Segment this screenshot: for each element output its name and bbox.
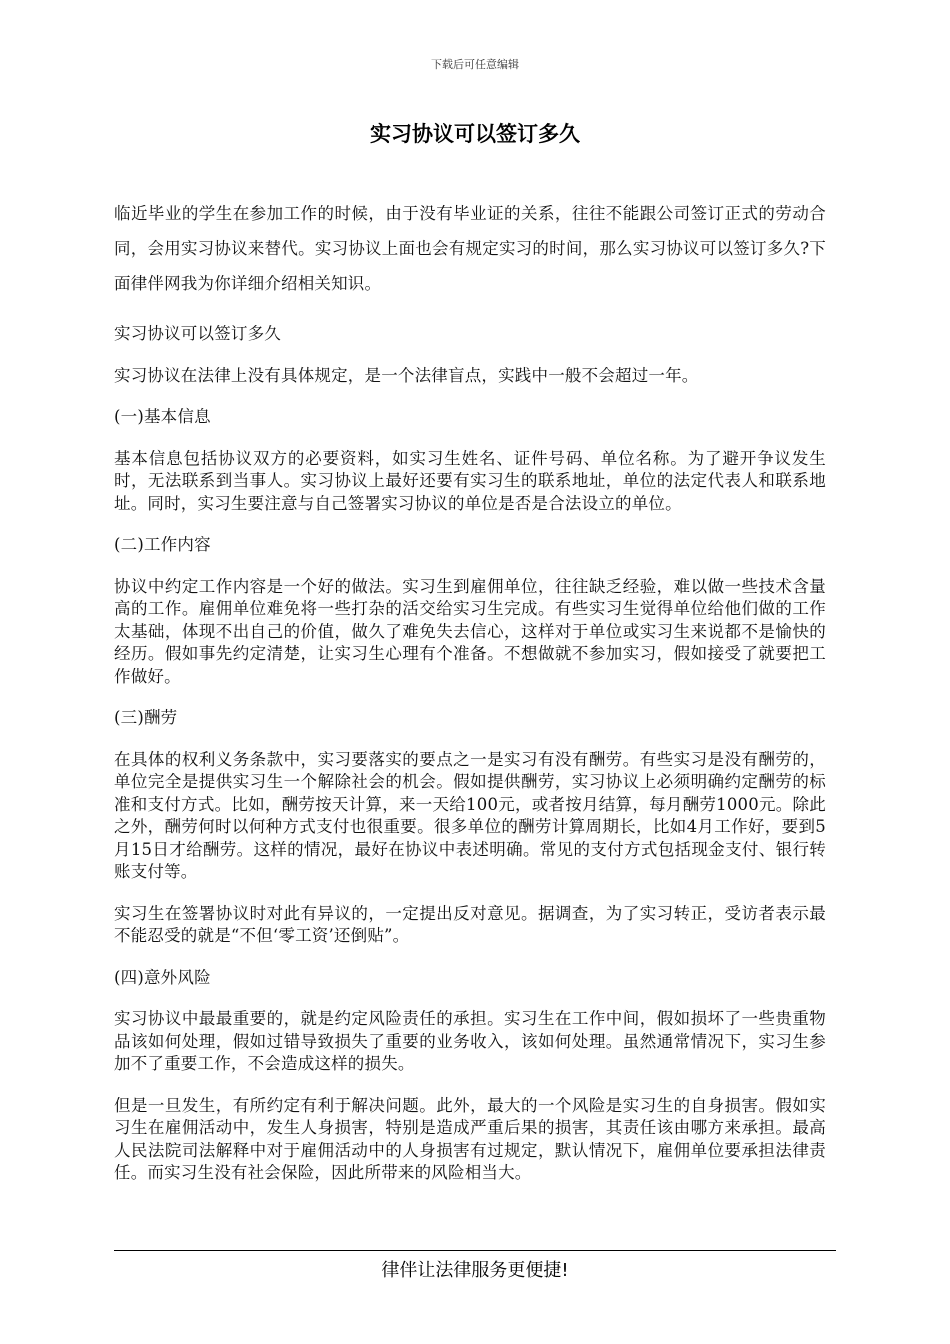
document-body bbox=[114, 196, 826, 1185]
heading-work-content: (二)工作内容 bbox=[114, 535, 211, 554]
paragraph-4: 在具体的权利义务条款中，实习要落实的要点之一是实习有没有酬劳。有些实习是没有酬劳的，单位完全是提供实习生一个解除社会的机会。假如提供酬劳，实习协议上必须明确约定酬劳的标准和支付方式。比如，酬劳按天计算，来一天给100元，或者按月结算，每月酬劳1000元。除此之外，酬劳何时以何种方式支付也很重要。很多单位的酬劳计算周期长，比如4月工作好，要到5月15日才给酬劳。这样的情况，最好在协议中表述明确。常见的支付方式包括现金支付、银行转账支付等。 bbox=[114, 749, 826, 881]
heading-accident-risk: (四)意外风险 bbox=[114, 967, 211, 987]
paragraph-7: 但是一旦发生，有所约定有利于解决问题。此外，最大的一个风险是实习生的自身损害。假如实习生在雇佣活动中，发生人身损害，特别是造成严重后果的损害，其责任该由哪方来承担。最高人民法院司法解释中对于雇佣活动中的人身损害有过规定，默认情况下，雇佣单位要承担法律责任。而实习生没有社会保险，因此所带来的风险相当大。 bbox=[114, 1095, 826, 1182]
header-note: 下载后可任意编辑 bbox=[431, 58, 519, 71]
heading-pay: (三)酬劳 bbox=[114, 708, 178, 727]
footer-divider bbox=[114, 1250, 836, 1251]
paragraph-1: 实习协议在法律上没有具体规定，是一个法律盲点，实践中一般不会超过一年。 bbox=[114, 365, 699, 385]
paragraph-6: 实习协议中最最重要的，就是约定风险责任的承担。实习生在工作中间，假如损坏了一些贵重物品该如何处理，假如过错导致损失了重要的业务收入，该如何处理。虽然通常情况下，实习生参加不了重要工作，不会造成这样的损失。 bbox=[114, 1009, 826, 1073]
intro-paragraph: 临近毕业的学生在参加工作的时候，由于没有毕业证的关系，往往不能跟公司签订正式的劳动合同，会用实习协议来替代。实习协议上面也会有规定实习的时间，那么实习协议可以签订多久?下面律伴网我为你详细介绍相关知识。 bbox=[114, 204, 826, 293]
heading-basic-info: (一)基本信息 bbox=[114, 407, 211, 426]
footer-slogan: 律伴让法律服务更便捷! bbox=[381, 1260, 569, 1281]
paragraph-3: 协议中约定工作内容是一个好的做法。实习生到雇佣单位，往往缺乏经验，难以做一些技术含量高的工作。雇佣单位难免将一些打杂的活交给实习生完成。有些实习生觉得单位给他们做的工作太基础，体现不出自己的价值，做久了难免失去信心，这样对于单位或实习生来说都不是愉快的经历。假如事先约定清楚，让实习生心理有个准备。不想做就不参加实习，假如接受了就要把工作做好。 bbox=[114, 576, 826, 686]
document-title: 实习协议可以签订多久 bbox=[370, 122, 580, 146]
section-subtitle: 实习协议可以签订多久 bbox=[114, 324, 281, 343]
paragraph-5: 实习生在签署协议时对此有异议的，一定提出反对意见。据调查，为了实习转正，受访者表示最不能忍受的就是“不但‘零工资’还倒贴”。 bbox=[114, 903, 826, 945]
paragraph-2: 基本信息包括协议双方的必要资料，如实习生姓名、证件号码、单位名称。为了避开争议发生时，无法联系到当事人。实习协议上最好还要有实习生的联系地址，单位的法定代表人和联系地址。同时，实习生要注意与自己签署实习协议的单位是否是合法设立的单位。 bbox=[114, 448, 826, 513]
